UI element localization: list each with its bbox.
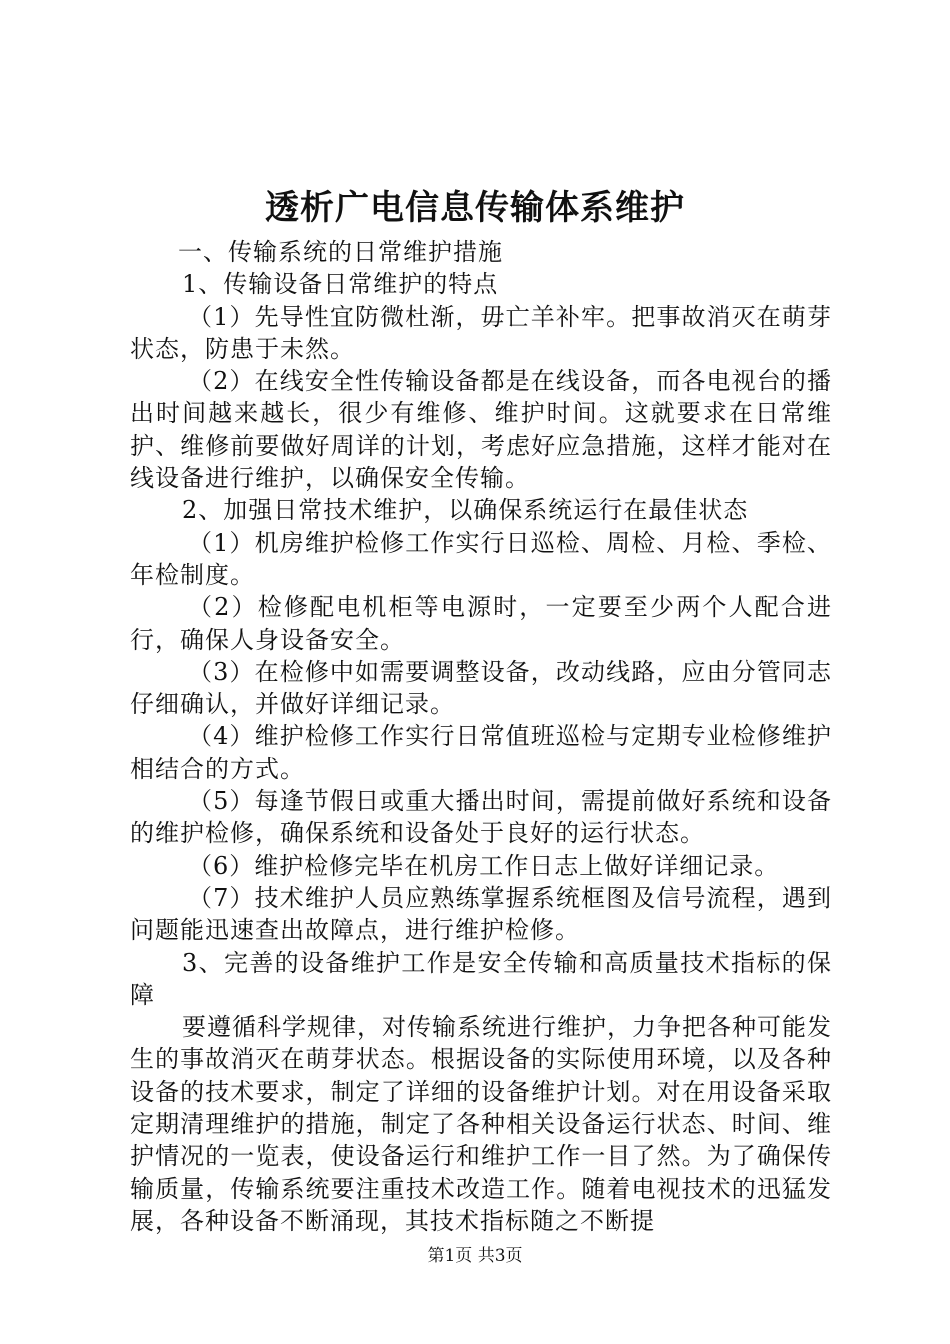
paragraph-2-5: （5）每逢节假日或重大播出时间，需提前做好系统和设备的维护检修，确保系统和设备处于良好的运行状态。: [130, 787, 832, 848]
paragraph-3-1: 要遵循科学规律，对传输系统进行维护，力争把各种可能发生的事故消灭在萌芽状态。根据设备的实际使用环境，以及各种设备的技术要求，制定了详细的设备维护计划。对在用设备采取定期清理维护的措施，制定了各种相关设备运行状态、时间、维护情况的一览表，使设备运行和维护工作一目了然。为了确保传输质量，传输系统要注重技术改造工作。随着电视技术的迅猛发展，各种设备不断涌现，其技术指标随之不断提: [130, 1013, 832, 1235]
subsection-heading-1: 1、传输设备日常维护的特点: [182, 270, 499, 299]
paragraph-1-1: （1）先导性宜防微杜渐，毋亡羊补牢。把事故消灭在萌芽状态，防患于未然。: [130, 302, 832, 363]
section-heading-1: 一、传输系统的日常维护措施: [178, 238, 503, 266]
page-footer: 第1页 共3页: [427, 1246, 523, 1266]
paragraph-2-7: （7）技术维护人员应熟练掌握系统框图及信号流程，遇到问题能迅速查出故障点，进行维护检修。: [130, 883, 832, 945]
subsection-heading-3: 3、完善的设备维护工作是安全传输和高质量技术指标的保障: [130, 948, 832, 1009]
document-body: [130, 236, 832, 1237]
paragraph-2-3: （3）在检修中如需要调整设备，改动线路，应由分管同志仔细确认，并做好详细记录。: [130, 657, 832, 719]
subsection-heading-2: 2、加强日常技术维护，以确保系统运行在最佳状态: [182, 496, 749, 525]
paragraph-1-2: （2）在线安全性传输设备都是在线设备，而各电视台的播出时间越来越长，很少有维修、维护时间。这就要求在日常维护、维修前要做好周详的计划，考虑好应急措施，这样才能对在线设备进行维护，以确保安全传输。: [130, 367, 832, 493]
paragraph-2-1: （1）机房维护检修工作实行日巡检、周检、月检、季检、年检制度。: [130, 528, 832, 589]
paragraph-2-4: （4）维护检修工作实行日常值班巡检与定期专业检修维护相结合的方式。: [130, 722, 832, 783]
paragraph-2-2: （2）检修配电机柜等电源时，一定要至少两个人配合进行，确保人身设备安全。: [130, 593, 832, 654]
paragraph-2-6: （6）维护检修完毕在机房工作日志上做好详细记录。: [188, 851, 780, 880]
document-title: 透析广电信息传输体系维护: [265, 188, 685, 228]
